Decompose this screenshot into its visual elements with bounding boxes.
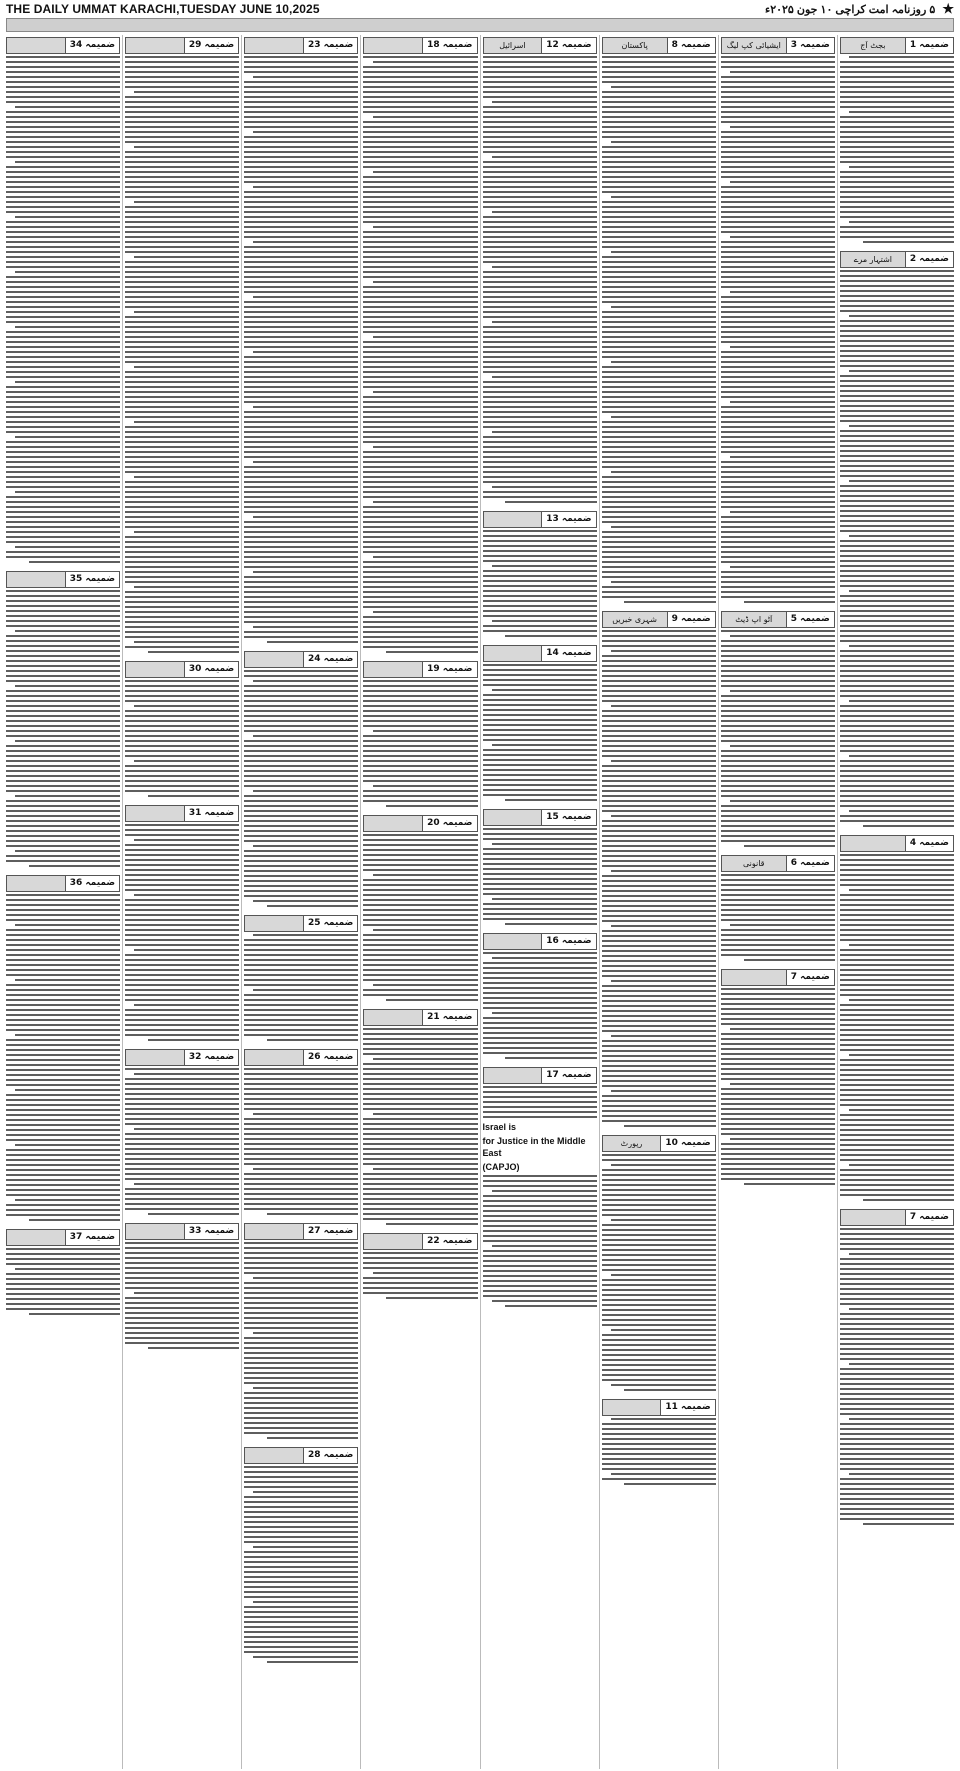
item-number: ضمیمہ 15 xyxy=(541,810,595,825)
news-item xyxy=(244,913,358,1044)
news-item xyxy=(244,649,358,910)
item-header xyxy=(244,915,358,932)
item-body-text xyxy=(840,1228,954,1528)
item-number: ضمیمہ 25 xyxy=(303,916,357,931)
news-item xyxy=(125,1221,239,1352)
news-item xyxy=(6,1227,120,1318)
item-body-text xyxy=(125,824,239,1044)
item-header xyxy=(6,875,120,892)
item-header xyxy=(363,815,477,832)
item-header xyxy=(363,37,477,54)
item-body-text xyxy=(721,988,835,1188)
news-item xyxy=(602,609,716,1130)
item-title: ایشیائی کپ لیگ xyxy=(726,41,781,50)
masthead xyxy=(4,0,956,18)
item-body-text xyxy=(840,56,954,246)
item-body-text xyxy=(363,680,477,810)
item-header xyxy=(483,511,597,528)
item-body-text xyxy=(363,834,477,1004)
item-body-text xyxy=(125,56,239,656)
item-number: ضمیمہ 14 xyxy=(541,646,595,661)
item-body-text xyxy=(244,56,358,646)
item-header xyxy=(721,855,835,872)
masthead-title-english: THE DAILY UMMAT KARACHI,TUESDAY JUNE 10,2025 xyxy=(6,2,320,16)
news-item xyxy=(840,833,954,1204)
column-4 xyxy=(480,35,599,1769)
item-header xyxy=(363,1233,477,1250)
item-number: ضمیمہ 16 xyxy=(541,934,595,949)
item-body-text xyxy=(483,664,597,804)
item-number: ضمیمہ 4 xyxy=(905,836,953,851)
item-header xyxy=(363,661,477,678)
news-item xyxy=(602,1397,716,1488)
item-number: ضمیمہ 5 xyxy=(786,612,834,627)
item-body-text xyxy=(602,630,716,1130)
news-item xyxy=(483,643,597,804)
item-header xyxy=(244,1447,358,1464)
item-header xyxy=(125,805,239,822)
item-body-text xyxy=(244,934,358,1044)
item-body-text xyxy=(6,1248,120,1318)
item-header xyxy=(125,661,239,678)
item-number: ضمیمہ 30 xyxy=(184,662,238,677)
news-item xyxy=(840,1207,954,1528)
item-body-text xyxy=(125,1068,239,1218)
item-header xyxy=(483,1067,597,1084)
item-number: ضمیمہ 12 xyxy=(541,38,595,53)
item-number: ضمیمہ 26 xyxy=(303,1050,357,1065)
news-item xyxy=(602,35,716,606)
item-number: ضمیمہ 21 xyxy=(422,1010,476,1025)
item-body-text xyxy=(363,56,477,656)
item-header xyxy=(602,1135,716,1152)
news-item xyxy=(483,807,597,928)
item-title: پاکستان xyxy=(621,41,648,50)
news-item xyxy=(602,1133,716,1394)
news-item xyxy=(483,1065,597,1310)
item-body-text xyxy=(602,1418,716,1488)
item-header xyxy=(125,1049,239,1066)
news-item xyxy=(6,569,120,870)
news-item xyxy=(6,35,120,566)
item-header xyxy=(721,611,835,628)
column-3 xyxy=(599,35,718,1769)
item-number: ضمیمہ 34 xyxy=(65,38,119,53)
item-number: ضمیمہ 1 xyxy=(905,38,953,53)
item-number: ضمیمہ 31 xyxy=(184,806,238,821)
item-header xyxy=(244,651,358,668)
item-body-text xyxy=(244,1068,358,1218)
page-number: ۵ xyxy=(929,4,936,16)
news-item xyxy=(125,1047,239,1218)
news-item xyxy=(840,35,954,246)
item-title: بجٹ آج xyxy=(860,41,886,50)
item-title: رپورٹ xyxy=(620,1139,643,1148)
news-item xyxy=(721,853,835,964)
item-header xyxy=(125,1223,239,1240)
item-title: اشتہار مرے xyxy=(853,255,892,264)
item-number: ضمیمہ 11 xyxy=(660,1400,714,1415)
item-header xyxy=(125,37,239,54)
item-body-text xyxy=(6,56,120,566)
item-header xyxy=(840,1209,954,1226)
item-body-text xyxy=(721,630,835,850)
item-number: ضمیمہ 7 xyxy=(786,970,834,985)
item-header xyxy=(6,1229,120,1246)
item-header xyxy=(602,37,716,54)
item-header xyxy=(483,645,597,662)
news-item xyxy=(125,803,239,1044)
article-columns xyxy=(4,35,956,1769)
item-header xyxy=(244,1223,358,1240)
news-item xyxy=(483,509,597,640)
column-7 xyxy=(122,35,241,1769)
news-item xyxy=(244,35,358,646)
news-item xyxy=(721,609,835,850)
item-number: ضمیمہ 6 xyxy=(786,856,834,871)
item-number: ضمیمہ 3 xyxy=(786,38,834,53)
english-inline-text: for Justice in the Middle East xyxy=(482,1136,586,1158)
item-number: ضمیمہ 10 xyxy=(660,1136,714,1151)
column-2 xyxy=(718,35,837,1769)
item-number: ضمیمہ 33 xyxy=(184,1224,238,1239)
item-body-text xyxy=(483,952,597,1062)
item-number: ضمیمہ 22 xyxy=(422,1234,476,1249)
news-item xyxy=(363,813,477,1004)
masthead-title-urdu xyxy=(765,1,954,17)
item-body-text xyxy=(602,1154,716,1394)
item-header xyxy=(483,809,597,826)
item-header xyxy=(244,37,358,54)
item-number: ضمیمہ 19 xyxy=(422,662,476,677)
item-number: ضمیمہ 13 xyxy=(541,512,595,527)
item-number: ضمیمہ 35 xyxy=(65,572,119,587)
item-body-text xyxy=(6,894,120,1224)
item-body-text xyxy=(483,1086,597,1310)
item-header xyxy=(840,37,954,54)
item-header xyxy=(602,1399,716,1416)
item-header xyxy=(483,37,597,54)
news-item xyxy=(840,249,954,830)
item-header xyxy=(840,251,954,268)
item-header xyxy=(6,571,120,588)
item-body-text xyxy=(602,56,716,606)
item-body-text xyxy=(363,1252,477,1302)
item-body-text xyxy=(363,1028,477,1228)
item-number: ضمیمہ 36 xyxy=(65,876,119,891)
column-5 xyxy=(360,35,479,1769)
item-header xyxy=(840,835,954,852)
news-item xyxy=(721,35,835,606)
english-inline-text: (CAPJO) xyxy=(482,1162,520,1172)
item-title: قانونی xyxy=(742,859,765,868)
item-body-text xyxy=(125,680,239,800)
item-number: ضمیمہ 20 xyxy=(422,816,476,831)
english-inline-text: Israel is xyxy=(482,1122,517,1132)
news-item xyxy=(244,1221,358,1442)
item-body-text xyxy=(6,590,120,870)
item-number: ضمیمہ 37 xyxy=(65,1230,119,1245)
item-number: ضمیمہ 18 xyxy=(422,38,476,53)
item-body-text xyxy=(483,530,597,640)
item-number: ضمیمہ 8 xyxy=(667,38,715,53)
item-number: ضمیمہ 32 xyxy=(184,1050,238,1065)
item-body-text xyxy=(483,828,597,928)
column-6 xyxy=(241,35,360,1769)
star-icon: ★ xyxy=(942,1,954,16)
news-item xyxy=(363,1231,477,1302)
news-item xyxy=(244,1445,358,1666)
item-number: ضمیمہ 7 xyxy=(905,1210,953,1225)
item-title: شہری خبریں xyxy=(612,615,657,624)
item-body-text xyxy=(721,56,835,606)
news-item xyxy=(6,873,120,1224)
news-item xyxy=(363,659,477,810)
item-body-text xyxy=(840,854,954,1204)
item-number: ضمیمہ 23 xyxy=(303,38,357,53)
item-body-text xyxy=(244,1242,358,1442)
item-body-text xyxy=(244,670,358,910)
item-number: ضمیمہ 9 xyxy=(667,612,715,627)
news-item xyxy=(483,931,597,1062)
item-title: اسرائیل xyxy=(499,41,526,50)
header-rule xyxy=(6,18,954,32)
column-8 xyxy=(4,35,122,1769)
item-header xyxy=(483,933,597,950)
news-item xyxy=(125,35,239,656)
masthead-urdu-text: روزنامہ امت کراچی ۱۰ جون ۲۰۲۵ء xyxy=(765,4,927,16)
item-number: ضمیمہ 17 xyxy=(541,1068,595,1083)
item-body-text xyxy=(840,270,954,830)
news-item xyxy=(125,659,239,800)
item-title: آٹو اپ ڈیٹ xyxy=(735,615,773,624)
news-item xyxy=(721,967,835,1188)
news-item xyxy=(363,1007,477,1228)
item-header xyxy=(602,611,716,628)
item-body-text xyxy=(244,1466,358,1666)
item-number: ضمیمہ 29 xyxy=(184,38,238,53)
item-body-text xyxy=(483,56,597,506)
item-header xyxy=(6,37,120,54)
item-header xyxy=(244,1049,358,1066)
item-header xyxy=(363,1009,477,1026)
item-header xyxy=(721,37,835,54)
item-number: ضمیمہ 24 xyxy=(303,652,357,667)
item-header xyxy=(721,969,835,986)
news-item xyxy=(363,35,477,656)
news-item xyxy=(244,1047,358,1218)
item-number: ضمیمہ 2 xyxy=(905,252,953,267)
column-1 xyxy=(837,35,956,1769)
item-number: ضمیمہ 27 xyxy=(303,1224,357,1239)
item-body-text xyxy=(721,874,835,964)
item-body-text xyxy=(125,1242,239,1352)
item-number: ضمیمہ 28 xyxy=(303,1448,357,1463)
news-item xyxy=(483,35,597,506)
